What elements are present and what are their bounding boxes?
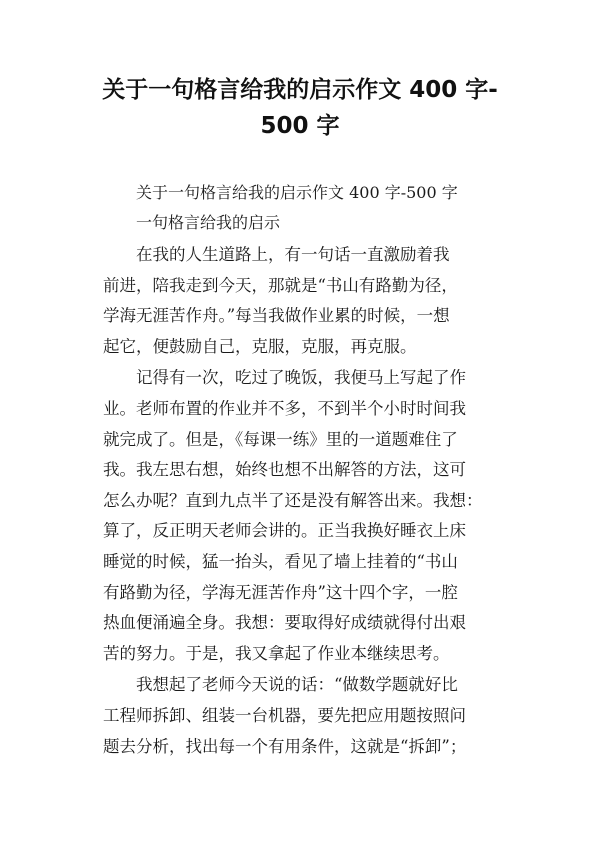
text-line: 有路勤为径，学海无涯苦作舟”这十四个字，一腔	[103, 582, 458, 602]
text-line: 我想起了老师今天说的话：“做数学题就好比	[136, 675, 458, 695]
text-line: 工程师拆卸、组装一台机器，要先把应用题按照问	[103, 705, 466, 725]
document-subtitle: 关于一句格言给我的启示作文 400 字-500 字	[136, 183, 458, 202]
text-line: 在我的人生道路上，有一句话一直激励着我	[136, 245, 450, 264]
text-line: 起它，便鼓励自己，克服，克服，再克服。	[103, 336, 417, 356]
text-line: 前进，陪我走到今天，那就是“书山有路勤为径，	[103, 275, 458, 295]
text-line: 算了，反正明天老师会讲的。正当我换好睡衣上床	[103, 521, 466, 541]
text-line: 睡觉的时候，猛一抬头，看见了墙上挂着的“书山	[103, 551, 458, 571]
text-line: 苦的努力。于是，我又拿起了作业本继续思考。	[103, 643, 450, 663]
text-line: 我。我左思右想，始终也想不出解答的方法，这可	[103, 460, 466, 480]
paragraph-1	[103, 240, 498, 362]
text-line: 题去分析，找出每一个有用条件，这就是“拆卸”；	[103, 736, 467, 756]
document-title	[60, 72, 540, 144]
document-title-line-2: 500 字	[260, 113, 340, 139]
essay-heading: 一句格言给我的启示	[136, 213, 281, 232]
text-line: 热血便涌遍全身。我想：要取得好成绩就得付出艰	[103, 613, 466, 633]
text-line: 记得有一次，吃过了晚饭，我便马上写起了作	[136, 368, 466, 388]
paragraph-3	[103, 670, 498, 762]
text-line: 业。老师布置的作业并不多，不到半个小时时间我	[103, 398, 466, 418]
paragraph-2	[103, 363, 498, 669]
document-title-line-1: 关于一句格言给我的启示作文 400 字-	[102, 77, 498, 103]
essay-body	[103, 240, 498, 763]
text-line: 学海无涯苦作舟。”每当我做作业累的时候，一想	[103, 306, 450, 326]
text-line: 就完成了。但是，《每课一练》里的一道题难住了	[103, 429, 458, 449]
text-line: 怎么办呢？直到九点半了还是没有解答出来。我想：	[103, 490, 483, 510]
